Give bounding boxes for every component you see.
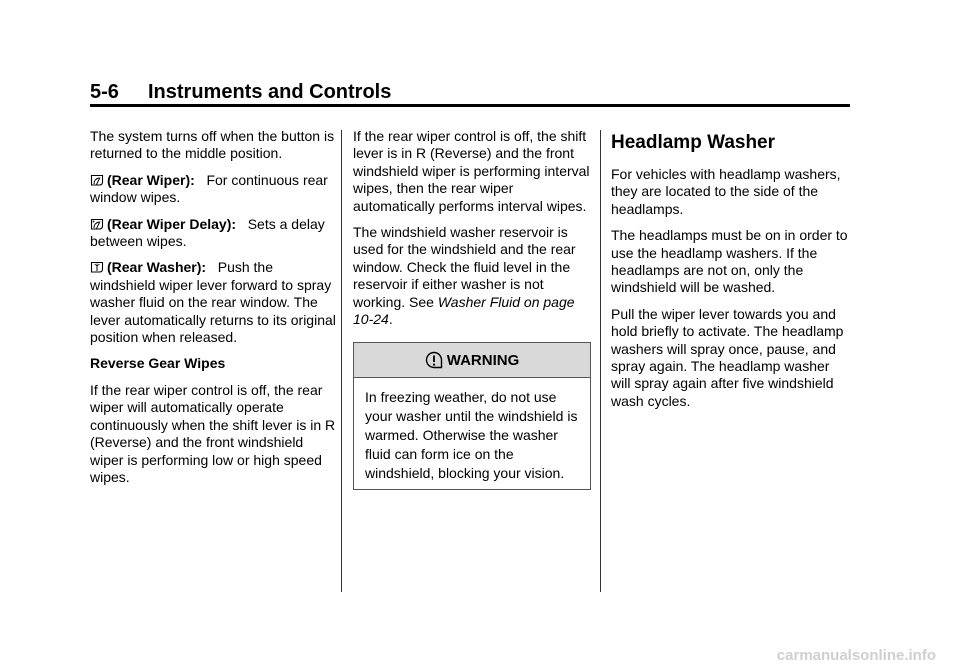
warning-title: WARNING (446, 351, 520, 369)
rear-washer-icon (90, 260, 104, 274)
page-number: 5-6 (90, 81, 119, 103)
warning-icon (425, 351, 443, 369)
rear-washer-item (90, 259, 340, 346)
column-3 (611, 128, 851, 419)
column-divider (341, 130, 342, 592)
paragraph: Pull the wiper lever towards you and hold briefly to activate. The headlamp washers will spray once, pause, and spray again. The headlamp washer will spray again after five windshield wash cycles. (611, 305, 844, 409)
warning-header (354, 343, 590, 378)
paragraph: If the rear wiper control is off, the rear wiper will automatically operate continuously when the shift lever is in R (Reverse) and the front windshield wiper is performing low or high speed wipes. (90, 381, 336, 485)
column-divider (600, 130, 601, 592)
paragraph: If the rear wiper control is off, the shift lever is in R (Reverse) and the front windshield wiper is performing interval wipes, then the rear wiper automatically performs interval wipes. (353, 128, 590, 214)
paragraph: The headlamps must be on in order to use the headlamp washers. If the headlamps are not on, only the windshield will be washed. (611, 227, 848, 296)
paragraph: The system turns off when the button is returned to the middle position. (90, 128, 335, 162)
rear-wiper-icon (90, 173, 104, 187)
header-rule (90, 104, 850, 107)
subheading-reverse-gear-wipes: Reverse Gear Wipes (90, 355, 226, 372)
rear-wiper-delay-item (90, 216, 340, 251)
column-1 (90, 128, 340, 495)
paragraph (353, 224, 593, 328)
watermark-text: carmanualsonline.info (776, 647, 936, 664)
rear-wiper-delay-icon (90, 217, 104, 231)
column-2 (353, 128, 593, 490)
paragraph: For vehicles with headlamp washers, they are located to the side of the headlamps. (611, 166, 841, 217)
warning-body: In freezing weather, do not use your washer until the windshield is warmed. Otherwise the washer fluid can form ice on the windshield, blocking your vision. (365, 389, 578, 482)
rear-washer-label: (Rear Washer): (107, 259, 207, 276)
section-heading-headlamp-washer: Headlamp Washer (611, 132, 776, 153)
section-title: Instruments and Controls (148, 81, 392, 103)
page-reference-link[interactable]: Washer Fluid on page 10-24 (353, 293, 575, 328)
rear-wiper-label: (Rear Wiper): (107, 171, 195, 188)
rear-wiper-item (90, 172, 340, 207)
paragraph-text: The windshield washer reservoir is used for the windshield and the rear window. Check the fluid level in the reservoir if either washer is not working. See (353, 224, 576, 310)
rear-wiper-delay-text: Sets a delay between wipes. (90, 215, 325, 250)
rear-wiper-delay-label: (Rear Wiper Delay): (107, 215, 237, 232)
rear-washer-text: Push the windshield wiper lever forward to spray washer fluid on the rear window. The lever automatically returns to its original position when released. (90, 259, 336, 346)
warning-box (353, 342, 591, 490)
rear-wiper-text: For continuous rear window wipes. (90, 171, 328, 206)
paragraph-end: . (388, 311, 393, 328)
